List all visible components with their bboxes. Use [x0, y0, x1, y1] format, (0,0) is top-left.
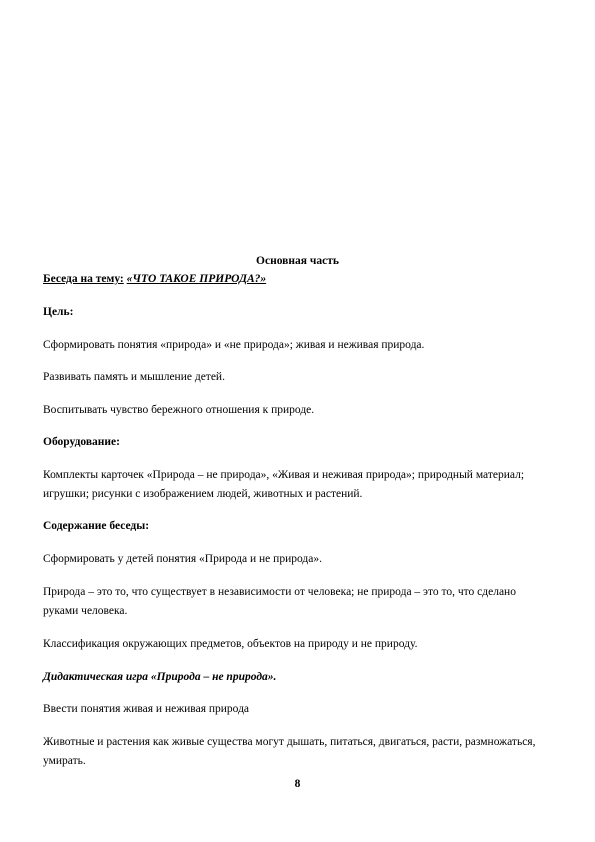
content-paragraph: Животные и растения как живые существа могут дышать, питаться, двигаться, расти, размножаться,	[43, 736, 536, 748]
equipment-text: игрушки; рисунки с изображением людей, животных и растений.	[43, 488, 363, 500]
content-heading: Содержание беседы:	[43, 520, 150, 532]
content-paragraph: Ввести понятия живая и неживая природа	[43, 703, 250, 715]
equipment-text: Комплекты карточек «Природа – не природа», «Живая и неживая природа»; природный материал;	[43, 469, 525, 481]
page-number: 8	[294, 778, 301, 790]
content-paragraph: Природа – это то, что существует в независимости от человека; не природа – это то, что сделано	[43, 586, 516, 598]
goal-heading: Цель:	[43, 306, 74, 318]
goal-item: Развивать память и мышление детей.	[43, 371, 225, 383]
didactic-game-title: Дидактическая игра «Природа – не природа».	[43, 671, 277, 683]
topic-label: Беседа на тему:	[43, 273, 124, 285]
goal-item: Воспитывать чувство бережного отношения к природе.	[43, 404, 315, 416]
content-paragraph: руками человека.	[43, 605, 128, 617]
topic-title: «ЧТО ТАКОЕ ПРИРОДА?»	[126, 273, 267, 285]
topic-line	[43, 272, 266, 286]
content-paragraph: Сформировать у детей понятия «Природа и не природа».	[43, 553, 322, 565]
equipment-heading: Оборудование:	[43, 436, 120, 448]
goal-item: Сформировать понятия «природа» и «не природа»; живая и неживая природа.	[43, 339, 425, 351]
content-paragraph: Классификация окружающих предметов, объектов на природу и не природу.	[43, 638, 418, 650]
content-paragraph: умирать.	[43, 755, 86, 767]
section-title: Основная часть	[256, 255, 339, 267]
